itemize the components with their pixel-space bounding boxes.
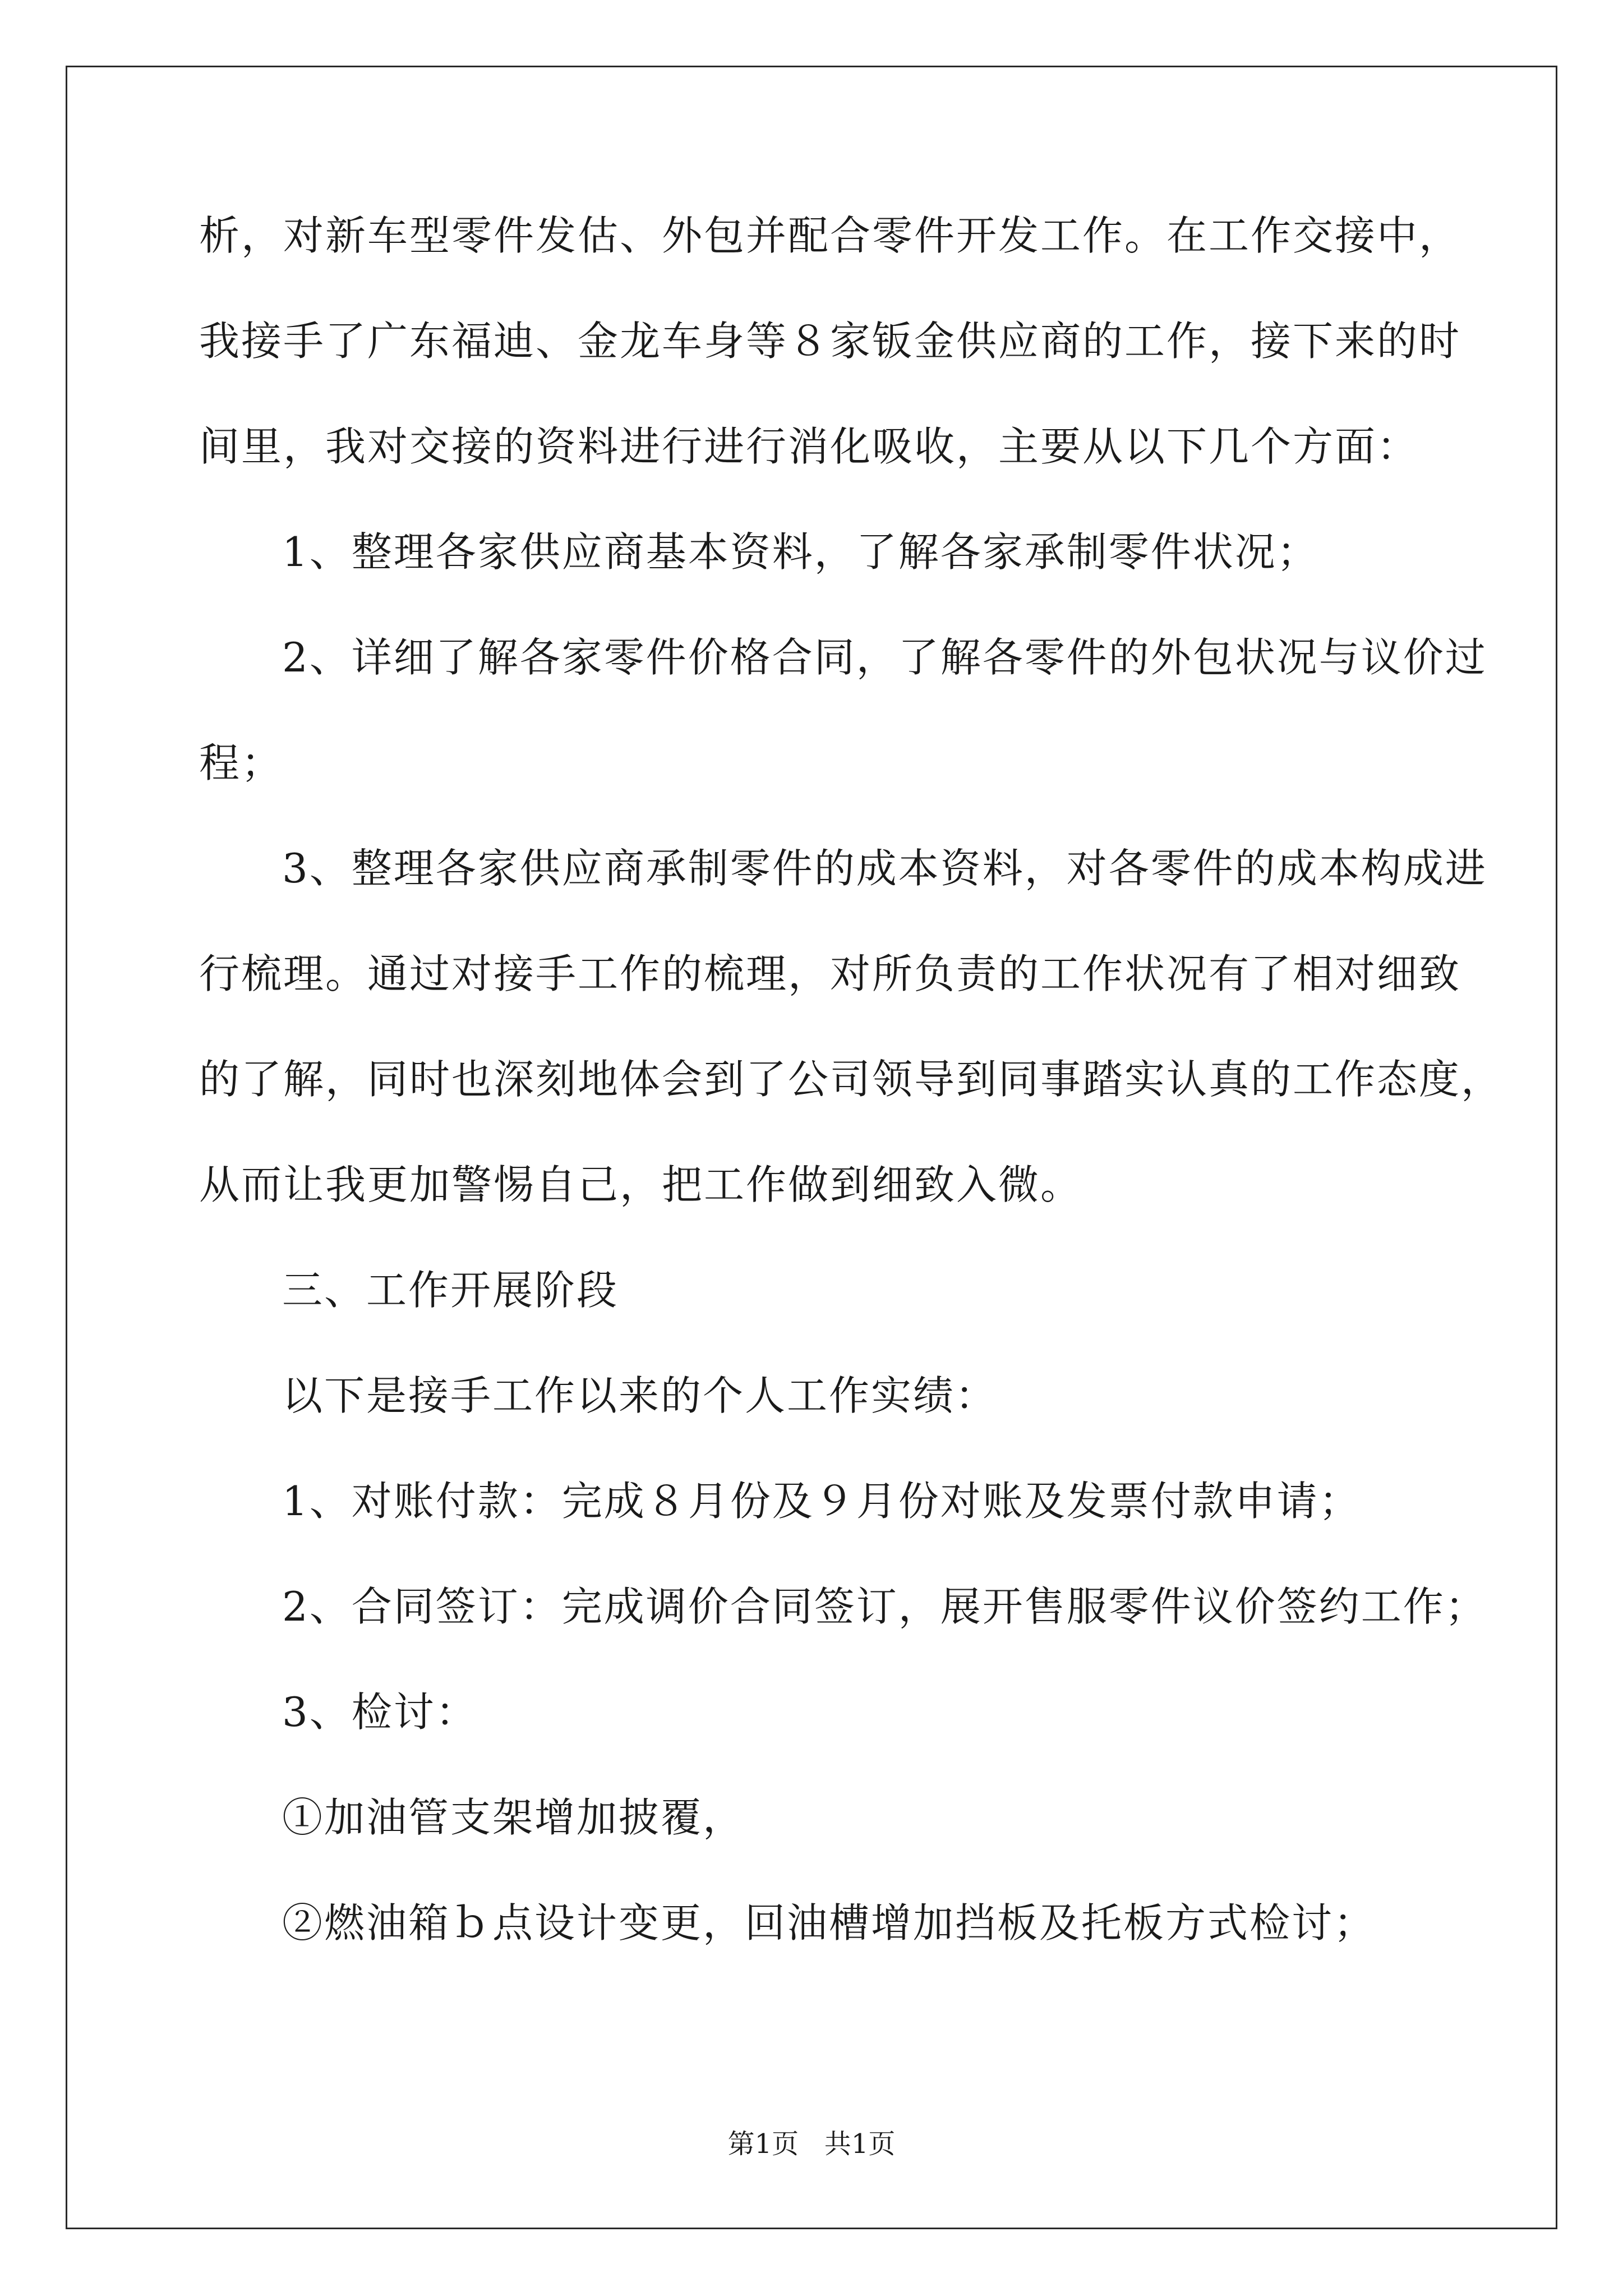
page-number: 第1页 <box>727 2128 799 2160</box>
list-item: 3、检讨： <box>282 1688 478 1736</box>
text-line: 的了解，同时也深刻地体会到了公司领导到同事踏实认真的工作态度， <box>199 1056 1504 1103</box>
list-item: 1、对账付款：完成８月份及９月份对账及发票付款申请； <box>282 1478 1361 1525</box>
list-item: 3、整理各家供应商承制零件的成本资料，对各零件的成本构成进 <box>282 845 1487 892</box>
text-line: 我接手了广东福迪、金龙车身等８家钣金供应商的工作，接下来的时 <box>199 318 1461 365</box>
document-body <box>199 208 1504 2000</box>
sub-list-item: ①加油管支架增加披覆， <box>282 1794 745 1841</box>
text-line: 以下是接手工作以来的个人工作实绩： <box>282 1372 998 1419</box>
list-item: 1、整理各家供应商基本资料，了解各家承制零件状况； <box>282 528 1319 576</box>
text-line: 程； <box>199 739 284 786</box>
list-item: 2、合同签订：完成调价合同签订，展开售服零件议价签约工作； <box>282 1583 1487 1630</box>
page-footer <box>0 2127 1623 2161</box>
page-total: 共1页 <box>824 2128 896 2160</box>
text-line: 从而让我更加警惕自己，把工作做到细致入微。 <box>199 1161 1083 1208</box>
list-item: 2、详细了解各家零件价格合同，了解各零件的外包状况与议价过 <box>282 634 1487 681</box>
sub-list-item: ②燃油箱ｂ点设计变更，回油槽增加挡板及托板方式检讨； <box>282 1899 1376 1947</box>
text-line: 间里，我对交接的资料进行进行消化吸收，主要从以下几个方面： <box>199 423 1419 470</box>
text-line: 析，对新车型零件发估、外包并配合零件开发工作。在工作交接中， <box>199 212 1461 259</box>
section-heading: 三、工作开展阶段 <box>282 1267 619 1314</box>
text-line: 行梳理。通过对接手工作的梳理，对所负责的工作状况有了相对细致 <box>199 950 1461 997</box>
